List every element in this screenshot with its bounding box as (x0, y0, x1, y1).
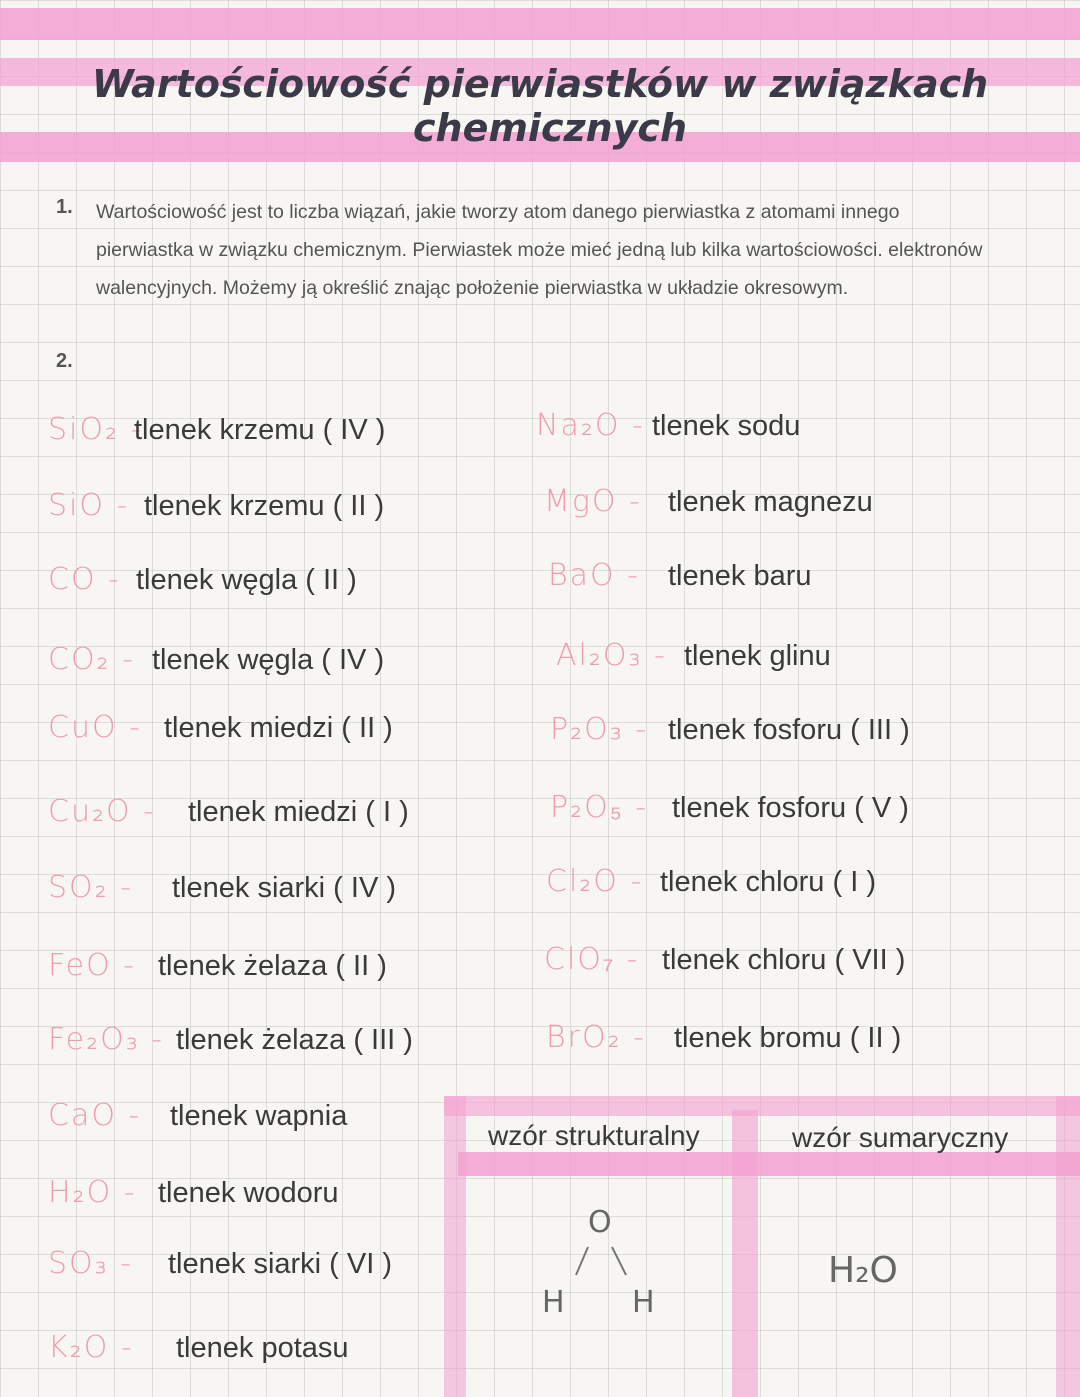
formula: P₂O₃ - (550, 712, 649, 747)
compound-name: tlenek węgla ( IV ) (152, 644, 385, 676)
formula: P₂O₅ - (550, 790, 649, 825)
formula: Cl₂O - (546, 864, 644, 899)
summary-formula-header: wzór sumaryczny (792, 1122, 1009, 1153)
title-line-1: Wartościowość pierwiastków w związkach (91, 62, 989, 106)
highlight-band-box-top (444, 1096, 1080, 1116)
section-1-number: 1. (56, 196, 73, 218)
highlight-band-box-left (444, 1096, 466, 1397)
formula: Fe₂O₃ - (48, 1022, 165, 1057)
compound-name: tlenek wodoru (158, 1177, 339, 1209)
formula: FeO - (48, 948, 137, 983)
formula: SiO₂ - (48, 412, 144, 447)
formula: CaO - (48, 1098, 142, 1133)
formula: BrO₂ - (546, 1020, 646, 1055)
compound-name: tlenek miedzi ( II ) (164, 712, 393, 744)
formula: H₂O - (48, 1175, 137, 1210)
compound-name: tlenek baru (668, 560, 812, 592)
highlight-band-box-header (458, 1152, 1080, 1176)
oxygen-atom: O (588, 1205, 612, 1240)
compound-name: tlenek sodu (652, 410, 801, 442)
compound-name: tlenek krzemu ( IV ) (134, 414, 386, 446)
section-1-text: Wartościowość jest to liczba wiązań, jakie tworzy atom danego pierwiastka z atomami innego pierwiastka w związku chemicznym. Pierwiastek może mieć jedną lub kilka wartościowości. elektronów walencyjnych. Możemy ją określić znając położenie pierwiastka w układzie okresowym. (96, 201, 983, 299)
hydrogen-atom-right: H (632, 1285, 655, 1320)
section-2-number: 2. (56, 350, 73, 372)
formula: SiO - (48, 488, 130, 523)
formula: K₂O - (48, 1330, 134, 1365)
title-line-2: chemicznych (412, 106, 687, 150)
formula: SO₃ - (48, 1246, 134, 1281)
compound-name: tlenek miedzi ( I ) (188, 796, 409, 828)
compound-name: tlenek krzemu ( II ) (144, 490, 385, 522)
compound-name: tlenek wapnia (170, 1100, 348, 1132)
formula: MgO - (544, 484, 642, 519)
formula: ClO₇ - (544, 942, 640, 977)
formula: Cu₂O - (48, 794, 156, 829)
page-title (60, 62, 1020, 150)
compound-name: tlenek siarki ( IV ) (172, 872, 396, 904)
compound-name: tlenek węgla ( II ) (136, 564, 357, 596)
compound-name: tlenek glinu (684, 640, 831, 672)
formula: CO - (48, 562, 121, 597)
compound-name: tlenek bromu ( II ) (674, 1022, 902, 1054)
compound-name: tlenek magnezu (668, 486, 873, 518)
compound-name: tlenek żelaza ( II ) (158, 950, 387, 982)
highlight-band-box-right (1056, 1096, 1080, 1397)
compound-name: tlenek fosforu ( III ) (668, 714, 910, 746)
highlight-band-box-divider (732, 1110, 758, 1397)
formula: Na₂O - (536, 408, 645, 443)
structural-formula-header: wzór strukturalny (488, 1120, 700, 1151)
highlight-band-top (0, 8, 1080, 40)
hydrogen-atom-left: H (542, 1285, 565, 1320)
summary-formula: H₂O (828, 1250, 898, 1291)
formula: BaO - (548, 558, 641, 593)
formula: CO₂ - (48, 642, 135, 677)
compound-name: tlenek żelaza ( III ) (176, 1024, 413, 1056)
compound-name: tlenek potasu (176, 1332, 349, 1364)
formula: SO₂ - (48, 870, 134, 905)
compound-name: tlenek chloru ( I ) (660, 866, 876, 898)
formula: CuO - (48, 710, 142, 745)
compound-name: tlenek fosforu ( V ) (672, 792, 909, 824)
compound-name: tlenek chloru ( VII ) (662, 944, 906, 976)
structural-formula-drawing (530, 1205, 670, 1335)
formula: Al₂O₃ - (556, 638, 667, 673)
compound-name: tlenek siarki ( VI ) (168, 1248, 392, 1280)
